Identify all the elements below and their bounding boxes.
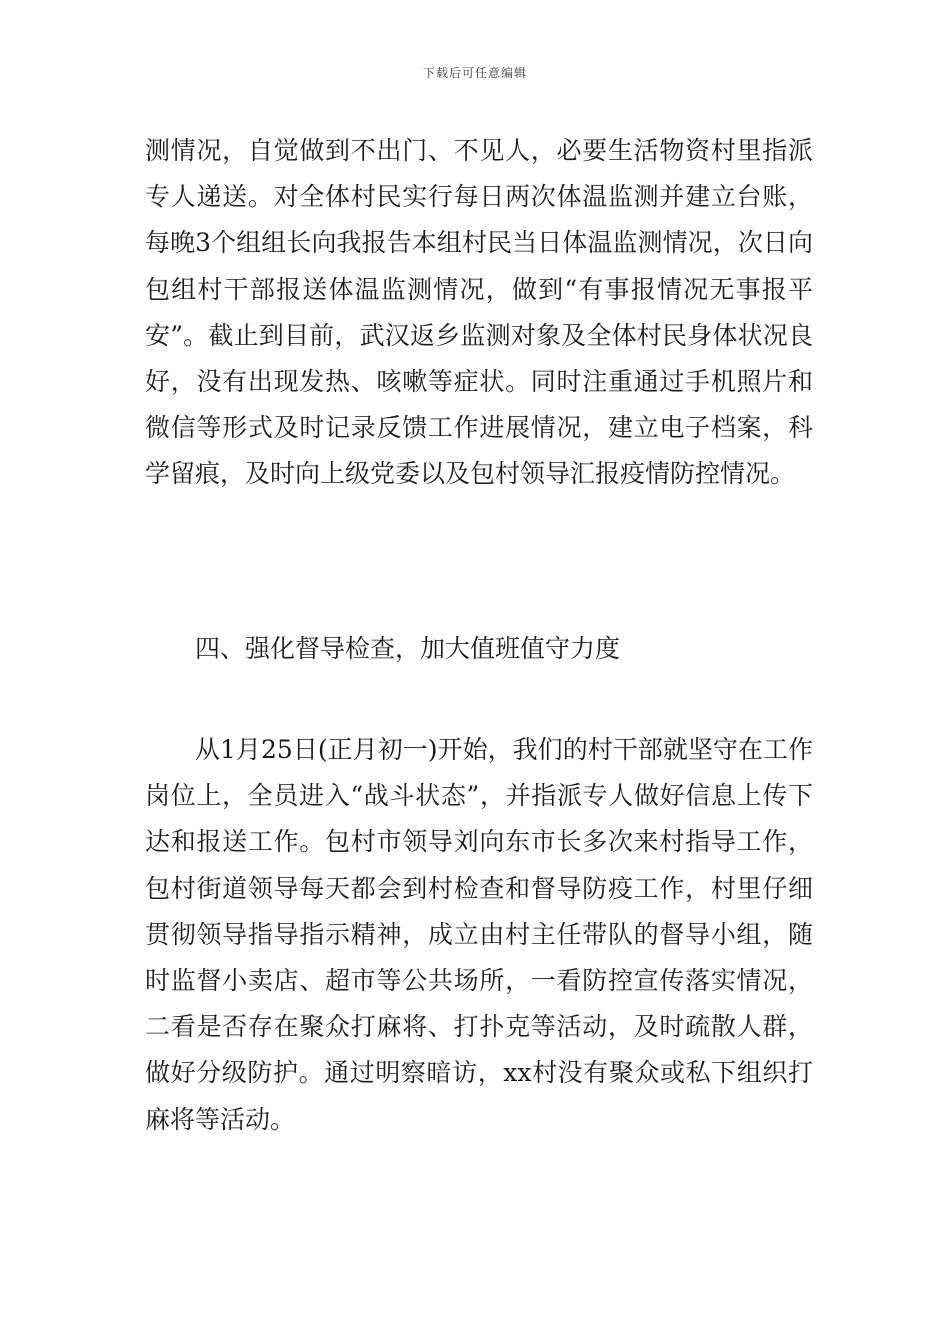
section-heading: 四、强化督导检查，加大值班值守力度	[195, 634, 621, 663]
body-paragraph-1: 测情况，自觉做到不出门、不见人，必要生活物资村里指派专人递送。对全体村民实行每日两次体温监测并建立台账，每晚3个组组长向我报告本组村民当日体温监测情况，次日向包组村干部报送体温监测情况，做到“有事报情况无事报平安”。截止到目前，武汉返乡监测对象及全体村民身体状况良好，没有出现发热、咳嗽等症状。同时注重通过手机照片和微信等形式及时记录反馈工作进展情况，建立电子档案，科学留痕，及时向上级党委以及包村领导汇报疫情防控情况。	[145, 136, 813, 489]
body-paragraph-2: 从1月25日(正月初一)开始，我们的村干部就坚守在工作岗位上，全员进入“战斗状态”，并指派专人做好信息上传下达和报送工作。包村市领导刘向东市长多次来村指导工作，包村街道领导每天都会到村检查和督导防疫工作，村里仔细贯彻领导指导指示精神，成立由村主任带队的督导小组，随时监督小卖店、超市等公共场所，一看防控宣传落实情况，二看是否存在聚众打麻将、打扑克等活动，及时疏散人群，做好分级防护。通过明察暗访，xx村没有聚众或私下组织打麻将等活动。	[145, 735, 813, 1134]
page-header-note: 下载后可任意编辑	[422, 66, 527, 80]
